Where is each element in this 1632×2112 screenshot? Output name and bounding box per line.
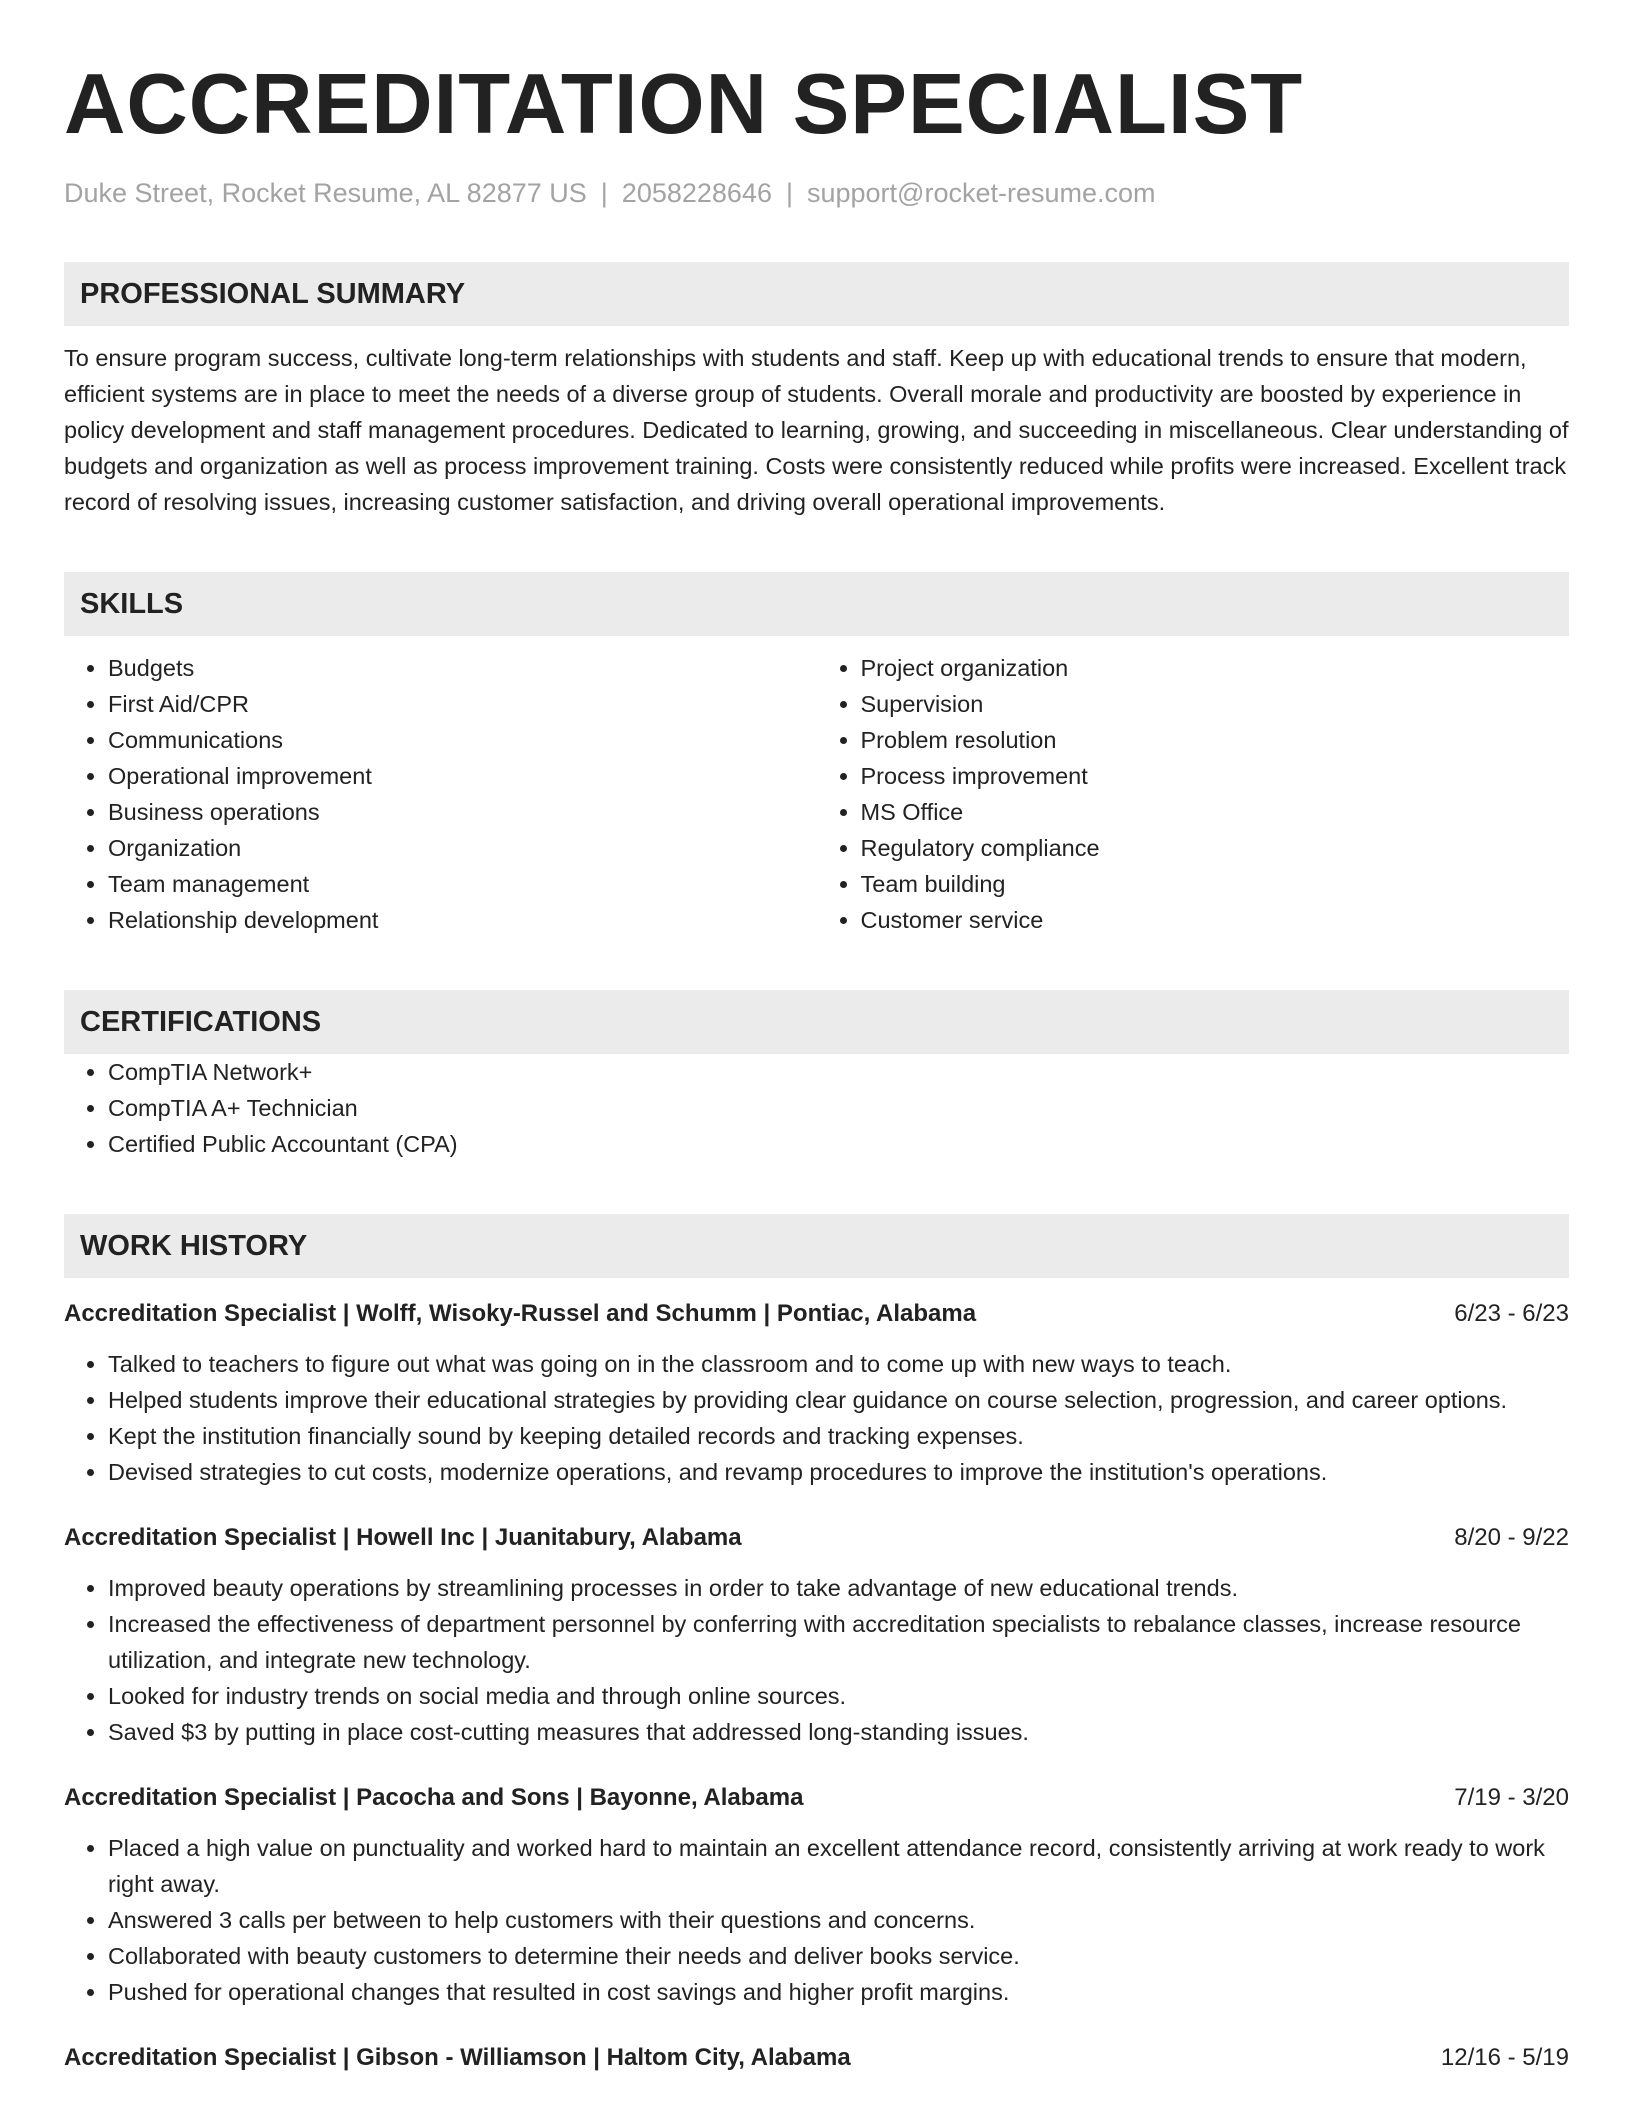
skill-item: • Problem resolution	[861, 722, 1570, 758]
job-bullet: • Saved $3 by putting in place cost-cutting measures that addressed long-standing issues.	[108, 1714, 1569, 1750]
job-bullet: • Collaborated with beauty customers to determine their needs and deliver books service.	[108, 1938, 1569, 1974]
skill-item: • Operational improvement	[108, 758, 817, 794]
job-bullets	[64, 1830, 1569, 2010]
skill-item: • Customer service	[861, 902, 1570, 938]
job-dates: 12/16 - 5/19	[1440, 2044, 1569, 2071]
job-entry	[64, 2040, 1569, 2076]
skill-item: • Supervision	[861, 686, 1570, 722]
job-bullet: • Devised strategies to cut costs, modernize operations, and revamp procedures to improve the institution's operations.	[108, 1454, 1569, 1490]
skill-item: • Regulatory compliance	[861, 830, 1570, 866]
resume-name: ACCREDITATION SPECIALIST	[64, 57, 1304, 152]
skill-item: • MS Office	[861, 794, 1570, 830]
contact-phone: 2058228646	[621, 178, 772, 208]
job-bullet: • Increased the effectiveness of department personnel by conferring with accreditation specialists to rebalance classes, increase resource utilization, and integrate new technology.	[108, 1606, 1569, 1678]
job-header	[64, 1296, 1569, 1332]
certifications-list	[64, 1054, 1569, 1162]
job-bullet: • Pushed for operational changes that resulted in cost savings and higher profit margins.	[108, 1974, 1569, 2010]
job-entry	[64, 1780, 1569, 2010]
skill-item: • Team management	[108, 866, 817, 902]
contact-separator: |	[785, 178, 793, 208]
job-bullet: • Kept the institution financially sound by keeping detailed records and tracking expenses.	[108, 1418, 1569, 1454]
skill-item: • Relationship development	[108, 902, 817, 938]
skill-item: • Communications	[108, 722, 817, 758]
job-dates: 6/23 - 6/23	[1454, 1300, 1569, 1327]
section-header-work-history: WORK HISTORY	[64, 1214, 1569, 1278]
job-bullet: • Looked for industry trends on social media and through online sources.	[108, 1678, 1569, 1714]
job-dates: 7/19 - 3/20	[1454, 1784, 1569, 1811]
job-header	[64, 2040, 1569, 2076]
skill-item: • Business operations	[108, 794, 817, 830]
contact-line	[64, 176, 1569, 210]
job-bullet: • Placed a high value on punctuality and worked hard to maintain an excellent attendance record, consistently arriving at work ready to work right away.	[108, 1830, 1569, 1902]
job-header	[64, 1520, 1569, 1556]
job-title: Accreditation Specialist | Gibson - Williamson | Haltom City, Alabama	[64, 2044, 851, 2071]
certification-item: • CompTIA A+ Technician	[108, 1090, 1569, 1126]
job-header	[64, 1780, 1569, 1816]
skill-item: • Budgets	[108, 650, 817, 686]
skills-list-left	[64, 650, 817, 938]
job-title: Accreditation Specialist | Wolff, Wisoky-Russel and Schumm | Pontiac, Alabama	[64, 1300, 977, 1327]
job-title: Accreditation Specialist | Howell Inc | Juanitabury, Alabama	[64, 1524, 742, 1551]
contact-address: Duke Street, Rocket Resume, AL 82877 US	[64, 178, 587, 208]
skill-item: • First Aid/CPR	[108, 686, 817, 722]
job-bullet: • Answered 3 calls per between to help customers with their questions and concerns.	[108, 1902, 1569, 1938]
job-title: Accreditation Specialist | Pacocha and Sons | Bayonne, Alabama	[64, 1784, 804, 1811]
skills-columns	[64, 650, 1569, 938]
contact-separator: |	[600, 178, 608, 208]
skill-item: • Team building	[861, 866, 1570, 902]
job-bullet: • Helped students improve their educational strategies by providing clear guidance on course selection, progression, and career options.	[108, 1382, 1569, 1418]
certification-item: • Certified Public Accountant (CPA)	[108, 1126, 1569, 1162]
contact-email: support@rocket-resume.com	[806, 178, 1156, 208]
job-entry	[64, 1296, 1569, 1490]
skill-item: • Organization	[108, 830, 817, 866]
job-dates: 8/20 - 9/22	[1454, 1524, 1569, 1551]
job-entry	[64, 1520, 1569, 1750]
certification-item: • CompTIA Network+	[108, 1054, 1569, 1090]
job-bullet: • Improved beauty operations by streamlining processes in order to take advantage of new educational trends.	[108, 1570, 1569, 1606]
job-bullets	[64, 1570, 1569, 1750]
section-header-summary: PROFESSIONAL SUMMARY	[64, 262, 1569, 326]
skill-item: • Project organization	[861, 650, 1570, 686]
skills-list-right	[817, 650, 1570, 938]
job-bullet: • Talked to teachers to figure out what was going on in the classroom and to come up with new ways to teach.	[108, 1346, 1569, 1382]
skill-item: • Process improvement	[861, 758, 1570, 794]
resume-content	[64, 57, 1569, 2076]
job-bullets	[64, 1346, 1569, 1490]
section-header-skills: SKILLS	[64, 572, 1569, 636]
section-header-certifications: CERTIFICATIONS	[64, 990, 1569, 1054]
summary-text: To ensure program success, cultivate long-term relationships with students and staff. Keep up with educational trends to ensure that modern, efficient systems are in place to meet the needs of a diverse group of students. Overall morale and productivity are boosted by experience in policy development and staff management procedures. Dedicated to learning, growing, and succeeding in miscellaneous. Clear understanding of budgets and organization as well as process improvement training. Costs were consistently reduced while profits were increased. Excellent track record of resolving issues, increasing customer satisfaction, and driving overall operational improvements.	[64, 345, 1569, 515]
